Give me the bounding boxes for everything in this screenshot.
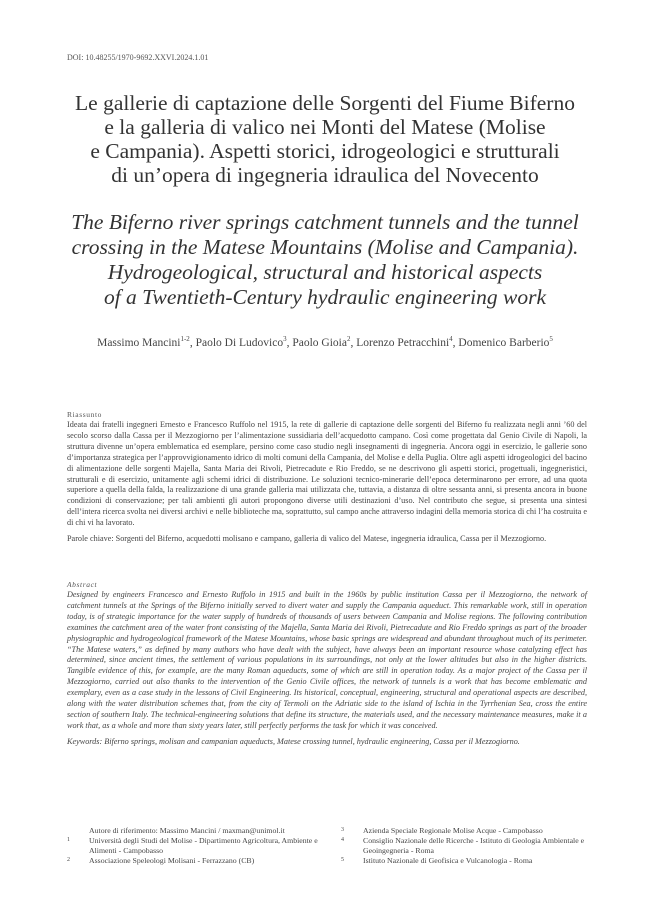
author-separator: , (189, 336, 196, 349)
author-affiliation-mark: 1-2 (180, 335, 190, 343)
author-name: Paolo Gioia (292, 336, 347, 349)
affiliation-number: 4 (341, 837, 344, 843)
author-separator: , (452, 336, 459, 349)
corresponding-author-text: Autore di riferimento: Massimo Mancini / maxman@unimol.it (89, 826, 285, 835)
affiliation-item (67, 856, 327, 866)
affiliation-number: 3 (341, 827, 344, 833)
affiliation-item (341, 826, 587, 836)
author-separator: , (286, 336, 293, 349)
affiliation-item (341, 836, 587, 856)
abstract-body: Designed by engineers Francesco and Ernesto Ruffolo in 1915 and built in the 1960s by public institution Cassa per il Mezzogiorno, the network of catchment tunnels at the Springs of the Biferno initially served to divert water and supply the Campania aqueduct. This remarkable work, still in operation today, is of strategic importance for the water supply of hundreds of thousands of users between Campania and Molise regions. The following contribution examines the catchment area of the water front consisting of the Majella, Santa Maria dei Rivoli, Pietrecadute and Rio Freddo springs as part of the broader physiographic and hydrogeological framework of the Matese Mountains, whose basic springs are widespread and abundant throughout much of its perimeter. “The Matese waters,” as defined by many authors who have dealt with the subject, have always been an important resource whose catalyzing effect has determined, since ancient times, the settlement of various populations in its surroundings, not only at the lower altitudes but also in the higher districts. Tangible evidence of this, for example, are the many Roman aqueducts, some of which are still in operation today. As a major project of the Cassa per il Mezzogiorno, carried out also thanks to the intervention of the Genio Civile offices, the network of tunnels is a work that has become emblematic and exemplary, even as a case study in the lessons of Civil Engineering. Its historical, conceptual, engineering, structural and operational aspects are described, along with the water distribution schemes that, from the city of Termoli on the Adriatic side to the island of Ischia in the Tyrrhenian Sea, cross the entire section of southern Italy. The technical-engineering solutions that define its structure, the materials used, and the necessary maintenance measures, make it a work that, as a whole and more than sixty years later, still perfectly performs the task for which it was conceived. (67, 590, 587, 730)
affiliation-number: 1 (67, 837, 70, 843)
author-name: Massimo Mancini (97, 336, 181, 349)
affiliation-text: Istituto Nazionale di Geofisica e Vulcanologia - Roma (363, 856, 533, 865)
title-italian-line: e Campania). Aspetti storici, idrogeologici e strutturali (90, 139, 560, 163)
corresponding-author (67, 826, 327, 836)
affiliation-number: 5 (341, 857, 344, 863)
author-name: Paolo Di Ludovico (195, 336, 284, 349)
doi-line: DOI: 10.48255/1970-9692.XXVI.2024.1.01 (67, 53, 209, 62)
affiliation-text: Azienda Speciale Regionale Molise Acque - Campobasso (363, 826, 543, 835)
affiliation-text: Associazione Speleologi Molisani - Ferrazzano (CB) (89, 856, 255, 865)
abstract-keywords: Keywords: Biferno springs, molisan and campanian aqueducts, Matese crossing tunnel, hydraulic engineering, Cassa per il Mezzogiorno. (67, 736, 520, 746)
author-affiliation-mark: 3 (283, 335, 287, 343)
abstract-section (67, 580, 587, 748)
title-italian-line: e la galleria di valico nei Monti del Matese (Molise (104, 115, 546, 139)
author-list (40, 335, 610, 349)
riassunto-section (67, 410, 587, 545)
author-affiliation-mark: 5 (549, 335, 553, 343)
riassunto-keywords: Parole chiave: Sorgenti del Biferno, acquedotti molisano e campano, galleria di valico del Matese, ingegneria idraulica, Cassa per il Mezzogiorno. (67, 534, 547, 544)
abstract-heading: Abstract (67, 580, 98, 589)
title-italian-line: Le gallerie di captazione delle Sorgenti del Fiume Biferno (75, 91, 575, 115)
author-name: Lorenzo Petracchini (356, 336, 450, 349)
title-english-line: Hydrogeological, structural and historical aspects (107, 260, 543, 284)
author-separator: , (350, 336, 357, 349)
riassunto-heading: Riassunto (67, 410, 102, 419)
affiliation-text: Università degli Studi del Molise - Dipartimento Agricoltura, Ambiente e Alimenti - Campobasso (89, 836, 318, 855)
title-english-line: The Biferno river springs catchment tunnels and the tunnel (71, 210, 579, 234)
footer-left-column (67, 826, 327, 866)
affiliation-text: Consiglio Nazionale delle Ricerche - Istituto di Geologia Ambientale e Geoingegneria - Roma (363, 836, 585, 855)
riassunto-body: Ideata dai fratelli ingegneri Ernesto e Francesco Ruffolo nel 1915, la rete di gallerie di captazione delle sorgenti del Biferno fu realizzata negli anni ’60 del secolo scorso dalla Cassa per il Mezzogiorno per l’alimentazione sussidiaria dell’acquedotto campano. Così come progettata dal Genio Civile di Napoli, la struttura divenne un’opera emblematica ed esemplare, persino come caso studio negli insegnamenti di ingegneria. Ancora oggi in esercizio, le gallerie sono d’importanza strategica per l’approvvigionamento idrico di molti comuni della Campania, del Molise e della Puglia. Oltre agli aspetti idrogeologici del bacino di alimentazione delle sorgenti Majella, Santa Maria dei Rivoli, Pietrecadute e Rio Freddo, se ne descrivono gli aspetti storici, progettuali, ingegneristici, strutturali e di esercizio, unitamente agli schemi idrici di distribuzione. Le soluzioni tecnico-minerarie dell’epoca determinarono per errore, ad una quota superiore a quella della falda, la realizzazione di una grande galleria mai utilizzata che, tuttavia, a distanza di oltre sessanta anni, si presenta ancora in buone condizioni di conservazione; per tali ambienti gli autori propongono diverse utili destinazioni d’uso. Nel contributo che segue, si presenta una sintesi dell’intera ricerca svolta nei diversi archivi e nelle biblioteche ma, soprattutto, sul campo anche attraverso indagini della memoria storica di chi l’ha costruita e di chi vi ha lavorato. (67, 420, 587, 528)
title-english-line: of a Twentieth-Century hydraulic engineering work (103, 285, 547, 309)
title-english (30, 210, 620, 310)
title-italian (40, 91, 610, 187)
author-affiliation-mark: 2 (346, 335, 351, 343)
author-affiliation-mark: 4 (449, 335, 453, 343)
affiliation-item (341, 856, 587, 866)
author-name: Domenico Barberio (458, 336, 550, 349)
title-english-line: crossing in the Matese Mountains (Molise and Campania). (71, 235, 579, 259)
footer-right-column (341, 826, 587, 866)
affiliation-item (67, 836, 327, 856)
affiliation-number: 2 (67, 857, 70, 863)
title-italian-line: di un’opera di ingegneria idraulica del Novecento (111, 163, 539, 187)
